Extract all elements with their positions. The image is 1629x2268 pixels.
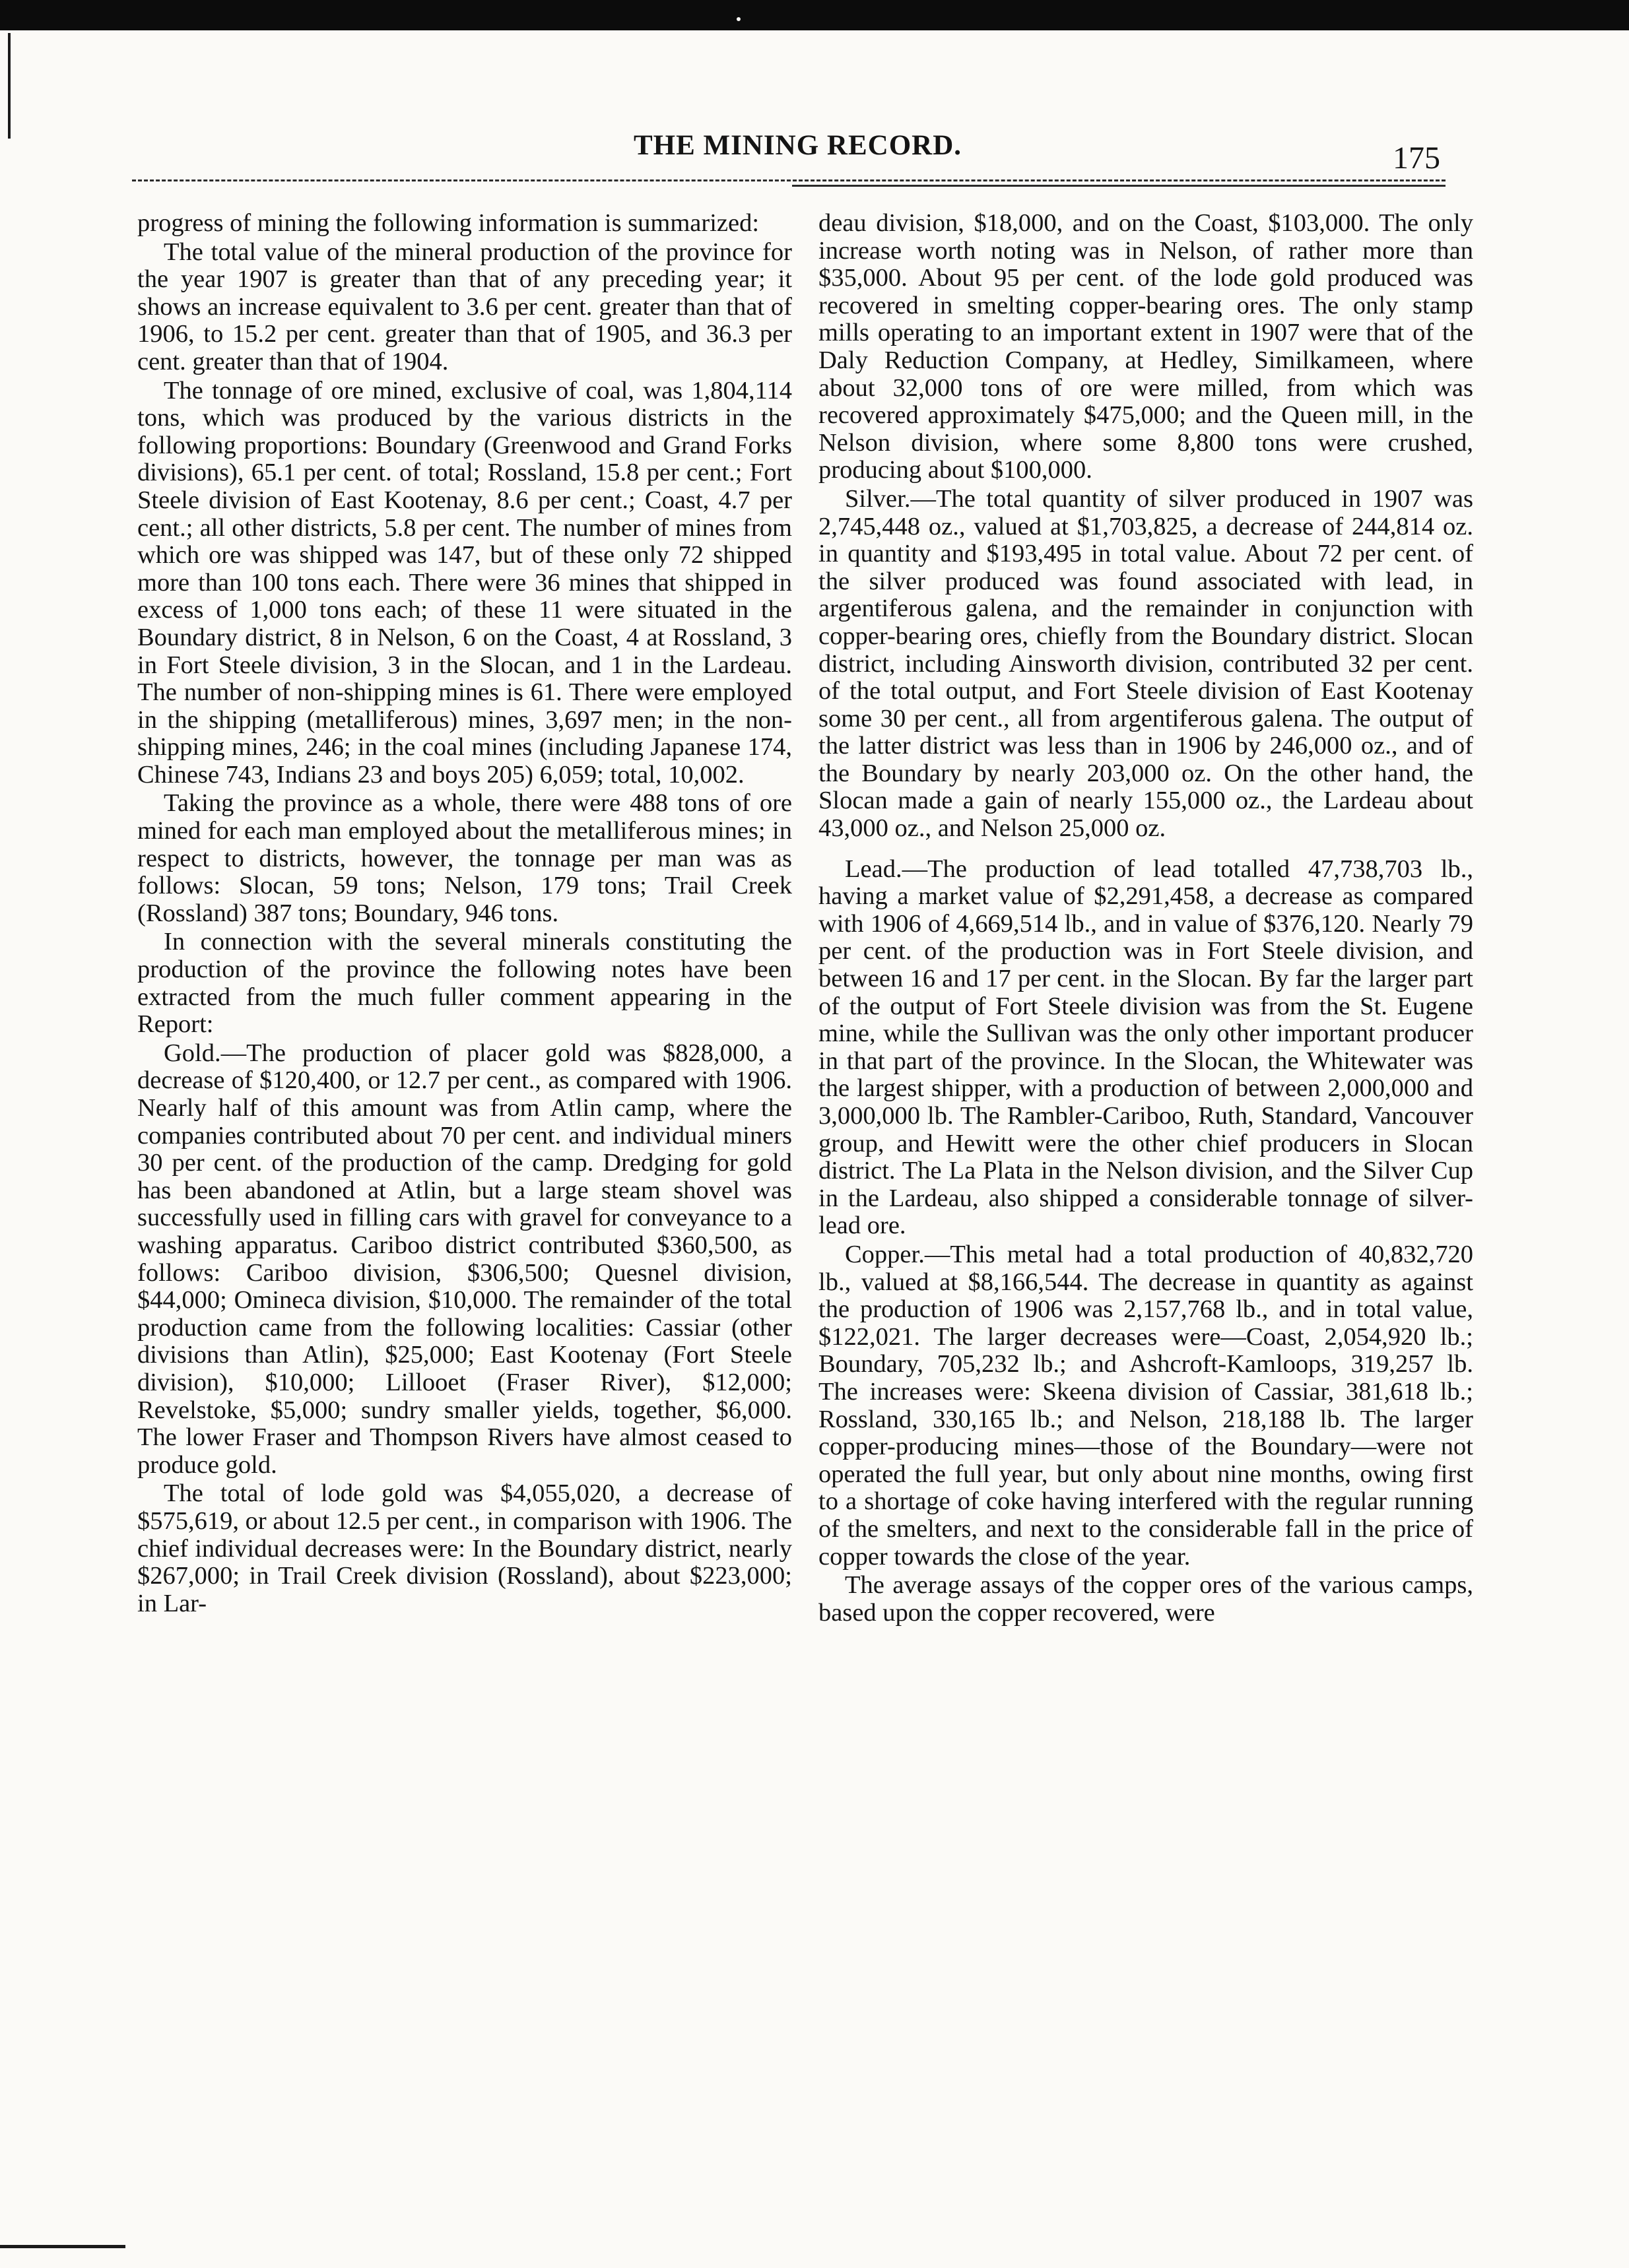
bottom-edge-mark [0,2245,125,2248]
paragraph-copper: Copper.—This metal had a total production of 40,832,720 lb., valued at $8,166,544. The decrease in quantity as against the production of 1906 was 2,157,768 lb., and in total value, $122,021. The larger decreases were—Coast, 2,054,920 lb.; Boundary, 705,232 lb.; and Ashcroft-Kamloops, 319,257 lb. The increases were: Skeena division of Cassiar, 381,618 lb.; Rossland, 330,165 lb.; and Nelson, 218,188 lb. The larger copper-producing mines—those of the Boundary—were not operated the full year, but only about nine months, owing first to a shortage of coke having interfered with the regular running of the smelters, and next to the considerable fall in the price of copper towards the close of the year. [818,1240,1473,1571]
paragraph-copper-assays: The average assays of the copper ores of the various camps, based upon the copper recovered, were [818,1571,1473,1627]
header-rule-solid [792,185,1446,187]
paragraph-total-value: The total value of the mineral production of the province for the year 1907 is greater than that of any preceding year; it shows an increase equivalent to 3.6 per cent. greater than that of 1906, to 15.2 per cent. greater than that of 1905, and 36.3 per cent. greater than that of 1904. [137,238,792,375]
paragraph-continuation: progress of mining the following information is summarized: [137,209,760,237]
paragraph-gold: Gold.—The production of placer gold was $828,000, a decrease of $120,400, or 12.7 per cent., as compared with 1906. Nearly half of this amount was from Atlin camp, where the companies contributed about 70 per cent. and individual miners 30 per cent. of the production of the camp. Dredging for gold has been abandoned at Atlin, but a large steam shovel was successfully used in filling cars with gravel for conveyance to a washing apparatus. Cariboo district contributed $360,500, as follows: Cariboo division, $306,500; Quesnel division, $44,000; Omineca division, $10,000. The remainder of the total production came from the following localities: Cassiar (other divisions than Atlin), $25,000; East Kootenay (Fort Steele division), $10,000; Lillooet (Fraser River), $12,000; Revelstoke, $5,000; sundry smaller yields, together, $6,000. The lower Fraser and Thompson Rivers have almost ceased to produce gold. [137,1039,792,1479]
paragraph-tonnage: The tonnage of ore mined, exclusive of coal, was 1,804,114 tons, which was produced by the various districts in the following proportions: Boundary (Greenwood and Grand Forks divisions), 65.1 per cent. of total; Rossland, 15.8 per cent.; Fort Steele division of East Kootenay, 8.6 per cent.; Coast, 4.7 per cent.; all other districts, 5.8 per cent. The number of mines from which ore was shipped was 147, but of these only 72 shipped more than 100 tons each. There were 36 mines that shipped in excess of 1,000 tons each; of these 11 were situated in the Boundary district, 8 in Nelson, 6 on the Coast, 4 at Rossland, 3 in Fort Steele division, 3 in the Slocan, and 1 in the Lardeau. The number of non-shipping mines is 61. There were employed in the shipping (metalliferous) mines, 3,697 men; in the non-shipping mines, 246; in the coal mines (including Japanese 174, Chinese 743, Indians 23 and boys 205) 6,059; total, 10,002. [137,376,792,789]
paragraph-tons-per-man: Taking the province as a whole, there were 488 tons of ore mined for each man employed about the metalliferous mines; in respect to districts, however, the tonnage per man was as follows: Slocan, 59 tons; Nelson, 179 tons; Trail Creek (Rossland) 387 tons; Boundary, 946 tons. [137,789,792,927]
right-column [818,210,1473,1628]
left-column [137,210,792,1619]
paragraph-minerals-intro: In connection with the several minerals constituting the production of the province the following notes have been extracted from the much fuller comment appearing in the Report: [137,928,792,1039]
page-number: 175 [1393,141,1440,176]
header-rule [132,179,1446,181]
running-header-title: THE MINING RECORD. [634,130,962,161]
paragraph-lode-gold: The total of lode gold was $4,055,020, a decrease of $575,619, or about 12.5 per cent., in comparison with 1906. The chief individual decreases were: In the Boundary district, nearly $267,000; in Trail Creek division (Rossland), about $223,000; in Lar- [137,1479,792,1617]
rule-notch [737,17,741,21]
binding-margin-mark [8,33,11,139]
paragraph-silver: Silver.—The total quantity of silver produced in 1907 was 2,745,448 oz., valued at $1,703,825, a decrease of 244,814 oz. in quantity and $193,495 in total value. About 72 per cent. of the silver produced was found associated with lead, in argentiferous galena, and the remainder in conjunction with copper-bearing ores, chiefly from the Boundary district. Slocan district, including Ainsworth division, contributed 32 per cent. of the total output, and Fort Steele division of East Kootenay some 30 per cent., all from argentiferous galena. The output of the latter district was less than in 1906 by 246,000 oz., and of the Boundary by nearly 203,000 oz. On the other hand, the Slocan made a gain of nearly 155,000 oz., the Lardeau about 43,000 oz., and Nelson 25,000 oz. [818,484,1473,843]
paragraph-lode-gold-continued: deau division, $18,000, and on the Coast, $103,000. The only increase worth noting was in Nelson, of rather more than $35,000. About 95 per cent. of the lode gold produced was recovered in smelting copper-bearing ores. The only stamp mills operating to an important extent in 1907 were that of the Daly Reduction Company, at Hedley, Similkameen, where about 32,000 tons of ore were milled, from which was recovered approximately $475,000; and the Queen mill, in the Nelson division, where some 8,800 tons were crushed, producing about $100,000. [818,209,1473,484]
paragraph-lead: Lead.—The production of lead totalled 47,738,703 lb., having a market value of $2,291,458, a decrease as compared with 1906 of 4,669,514 lb., and in value of $376,120. Nearly 79 per cent. of the production was in Fort Steele division, and between 16 and 17 per cent. in the Slocan. By far the larger part of the output of Fort Steele division was from the St. Eugene mine, while the Sullivan was the only other important producer in that part of the province. In the Slocan, the Whitewater was the largest shipper, with a production of between 2,000,000 and 3,000,000 lb. The Rambler-Cariboo, Ruth, Standard, Vancouver group, and Hewitt were the other chief producers in Slocan district. The La Plata in the Nelson division, and the Silver Cup in the Lardeau, also shipped a considerable tonnage of silver-lead ore. [818,855,1473,1240]
top-border-rule [0,0,1629,30]
